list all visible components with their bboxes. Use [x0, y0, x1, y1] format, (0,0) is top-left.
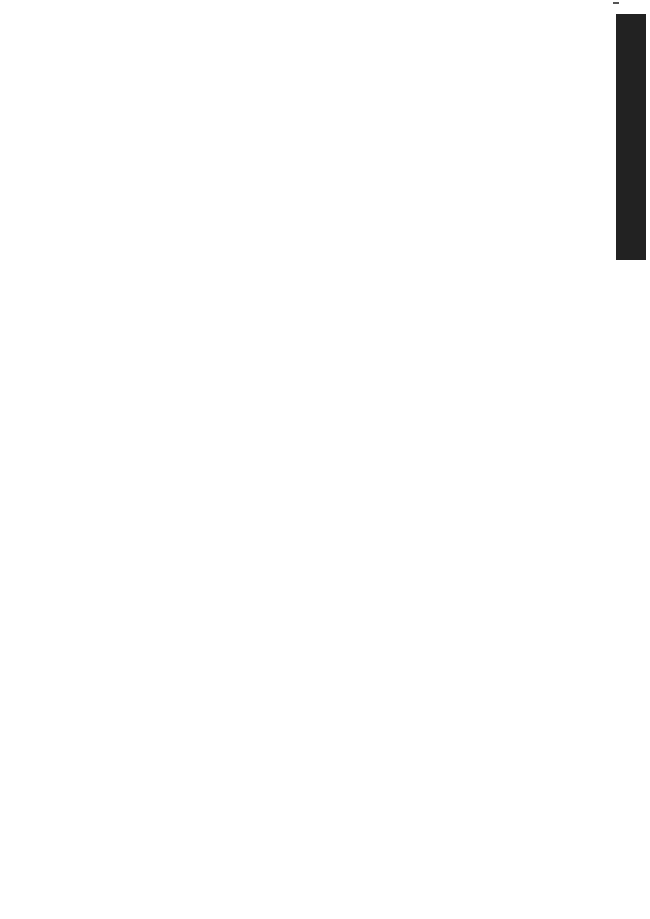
page-number [613, 2, 619, 4]
chapter-tab[interactable] [616, 14, 646, 260]
chapter-sidebar [611, 0, 650, 919]
chapter-number [616, 14, 646, 16]
